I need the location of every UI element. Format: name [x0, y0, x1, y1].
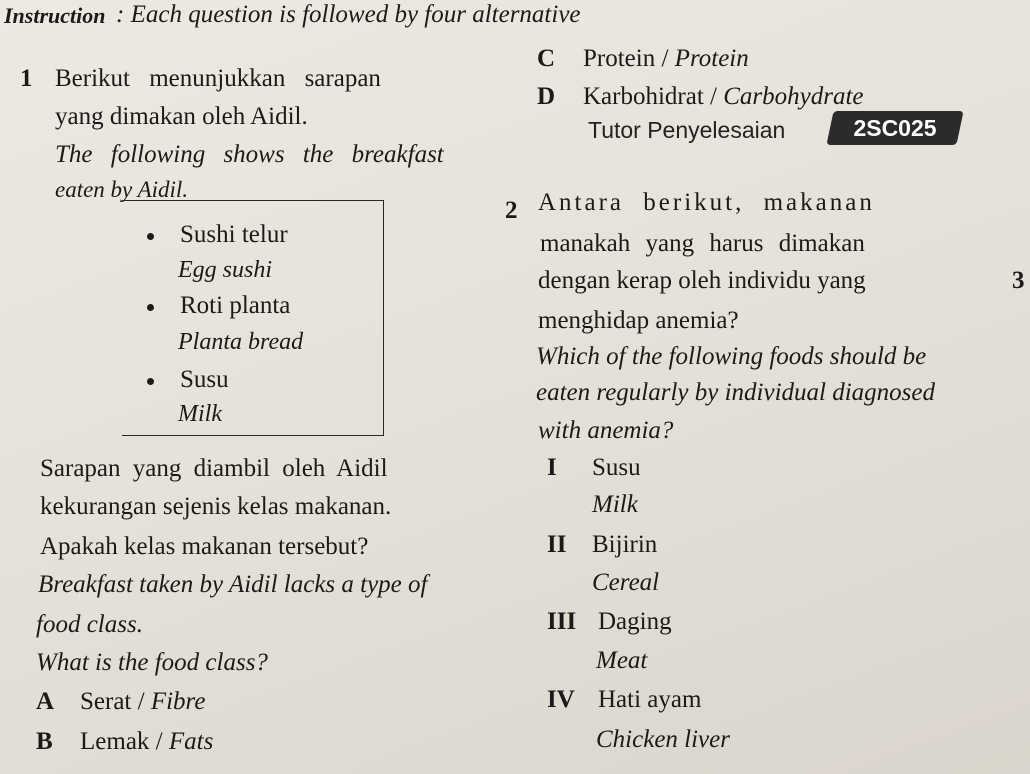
- q2-item-3-roman: III: [547, 608, 577, 635]
- q1-question-ms-1: Sarapan yang diambil oleh Aidil: [40, 455, 388, 482]
- q2-stem-ms-4: menghidap anemia?: [538, 307, 739, 334]
- q2-item-4-ms: Hati ayam: [598, 686, 702, 713]
- q2-item-1-ms: Susu: [592, 454, 641, 481]
- q2-stem-en-1: Which of the following foods should be: [536, 343, 927, 370]
- q2-stem-en-2: eaten regularly by individual diagnosed: [536, 379, 935, 406]
- q2-item-3-ms: Daging: [598, 608, 672, 635]
- q2-stem-en-3: with anemia?: [538, 417, 674, 444]
- q1-question-en-3: What is the food class?: [36, 649, 268, 676]
- instruction-text: : Each question is followed by four alternative: [116, 1, 581, 28]
- q2-edge-char: 3: [1012, 267, 1025, 294]
- option-a-label: Serat / Fibre: [80, 688, 206, 715]
- option-c-letter: C: [537, 45, 556, 72]
- box-item-3-ms: Susu: [180, 366, 229, 393]
- option-d-letter: D: [537, 83, 556, 110]
- q1-question-en-2: food class.: [36, 611, 143, 638]
- q1-question-ms-3: Apakah kelas makanan tersebut?: [40, 533, 369, 560]
- q2-item-4-en: Chicken liver: [596, 726, 730, 753]
- option-b-label: Lemak / Fats: [80, 728, 214, 755]
- box-item-2-en: Planta bread: [178, 329, 304, 355]
- q2-item-1-en: Milk: [592, 491, 638, 518]
- option-b-letter: B: [36, 728, 53, 755]
- q2-number: 2: [505, 197, 518, 224]
- q1-question-en-1: Breakfast taken by Aidil lacks a type of: [38, 571, 428, 598]
- q1-stem-ms-1: Berikut menunjukkan sarapan: [55, 65, 381, 92]
- tutor-label: Tutor Penyelesaian: [588, 117, 786, 143]
- instruction-label: Instruction: [4, 3, 106, 28]
- box-item-1-ms: Sushi telur: [180, 221, 288, 248]
- q2-item-2-en: Cereal: [592, 569, 660, 596]
- bullet-icon: [147, 378, 154, 385]
- box-item-3-en: Milk: [178, 401, 222, 427]
- q1-question-ms-2: kekurangan sejenis kelas makanan.: [40, 493, 392, 520]
- bullet-icon: [147, 233, 154, 240]
- bullet-icon: [147, 304, 154, 311]
- box-item-1-en: Egg sushi: [178, 257, 273, 283]
- box-item-2-ms: Roti planta: [180, 292, 291, 319]
- q2-stem-ms-3: dengan kerap oleh individu yang: [538, 267, 866, 294]
- option-c-label: Protein / Protein: [583, 45, 749, 72]
- q2-stem-ms-2: manakah yang harus dimakan: [540, 230, 865, 257]
- q1-stem-en-1: The following shows the breakfast: [55, 141, 444, 168]
- q2-item-3-en: Meat: [596, 647, 648, 674]
- option-d-label: Karbohidrat / Carbohydrate: [583, 83, 864, 110]
- q2-item-1-roman: I: [547, 454, 557, 481]
- question-code-badge: 2SC025: [826, 111, 963, 145]
- q1-number: 1: [20, 65, 33, 92]
- q2-item-4-roman: IV: [547, 686, 575, 713]
- q2-item-2-roman: II: [547, 531, 567, 558]
- q1-stem-ms-2: yang dimakan oleh Aidil.: [55, 103, 308, 130]
- q1-stem-en-2: eaten by Aidil.: [55, 177, 189, 202]
- q2-stem-ms-1: Antara berikut, makanan: [538, 189, 875, 216]
- q2-item-2-ms: Bijirin: [592, 531, 658, 558]
- option-a-letter: A: [36, 688, 55, 715]
